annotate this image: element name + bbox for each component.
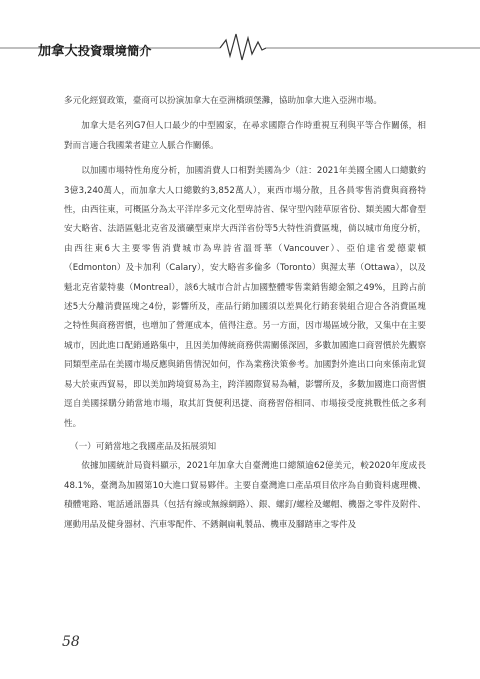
header-title xyxy=(38,40,152,59)
subsection-heading: （一）可銷當地之我國產品及拓展須知 xyxy=(70,441,217,452)
paragraph: 以加國市場特性角度分析，加國消費人口相對美國為少（註：2021年美國全國人口總數約3億3,240萬人，而加拿大人口總數約3,852萬人），東西市場分散，且各員零售消費與商務特性，由西往東，可概區分為太平洋岸多元文化型卑詩省、保守型內陸草原省份、類美國大都會型安大略省、法語區魁北克省及濱礦型東岸大西洋省份等5大特性消費區塊，倘以城市角度分析，由西往東6大主要零售消費城市為卑詩省溫哥華（Vancouver）、亞伯達省愛德蒙頓（Edmonton）及卡加利（Calary），安大略省多倫多（Toronto）與渥太華（Ottawa），以及魁北克省蒙特婁（Montreal），該6大城市合計占加國整體零售業銷售總金額之49%，且跨占前述5大分離消費區塊之4份，影響所及，產品行銷加國須以差異化行銷套裝組合迎合各消費區塊之特性與商務習慣，也增加了營運成本，值得注意。另一方面，因市場區域分散，又集中在主要城市，因此進口配銷通路集中，且因美加傳統商務供需關係深固，多數加國進口商習慣於先觀察同類型產品在美國市場反應與銷售情況如何，作為業務決策參考。加國對外進出口向來係南北貿易大於東西貿易，即以美加跨境貿易為主，跨洋國際貿易為輔，影響所及，多數加國進口商習慣逕自美國採購分銷當地市場，取其訂貨便利迅捷、商務習俗相同、市場接受度挑戰性低之多利性。 xyxy=(64,166,426,429)
paragraph: 加拿大是名列G7但人口最少的中型國家，在尋求國際合作時重視互利與平等合作關係，相對而言適合我國業者建立人脈合作關係。 xyxy=(64,121,426,151)
header-title-main: 加拿大 xyxy=(38,44,78,59)
subsection-paragraph: 依據加國統計局資料顯示，2021年加拿大自臺灣進口總額逾62億美元，較2020年度成長48.1%，臺灣為加國第10大進口貿易夥伴。主要自臺灣進口產品項目依序為自動資料處理機、積體電路、電話通訊器具（包括有線或無線網路）、銀、螺釘/螺栓及螺帽、機器之零件及附件、運動用品及健身器材、汽車零配件、不銹鋼扁軋製品、機車及腳踏車之零件及 xyxy=(64,461,426,530)
body-text xyxy=(64,92,426,535)
header-title-sub: 投資環境簡介 xyxy=(77,44,152,58)
paragraph-continued: 多元化經貿政策，臺商可以扮演加拿大在亞洲橋頭堡灘，協助加拿大進入亞洲市場。 xyxy=(64,96,382,106)
page-header xyxy=(0,0,480,70)
page-number: 58 xyxy=(62,634,80,650)
